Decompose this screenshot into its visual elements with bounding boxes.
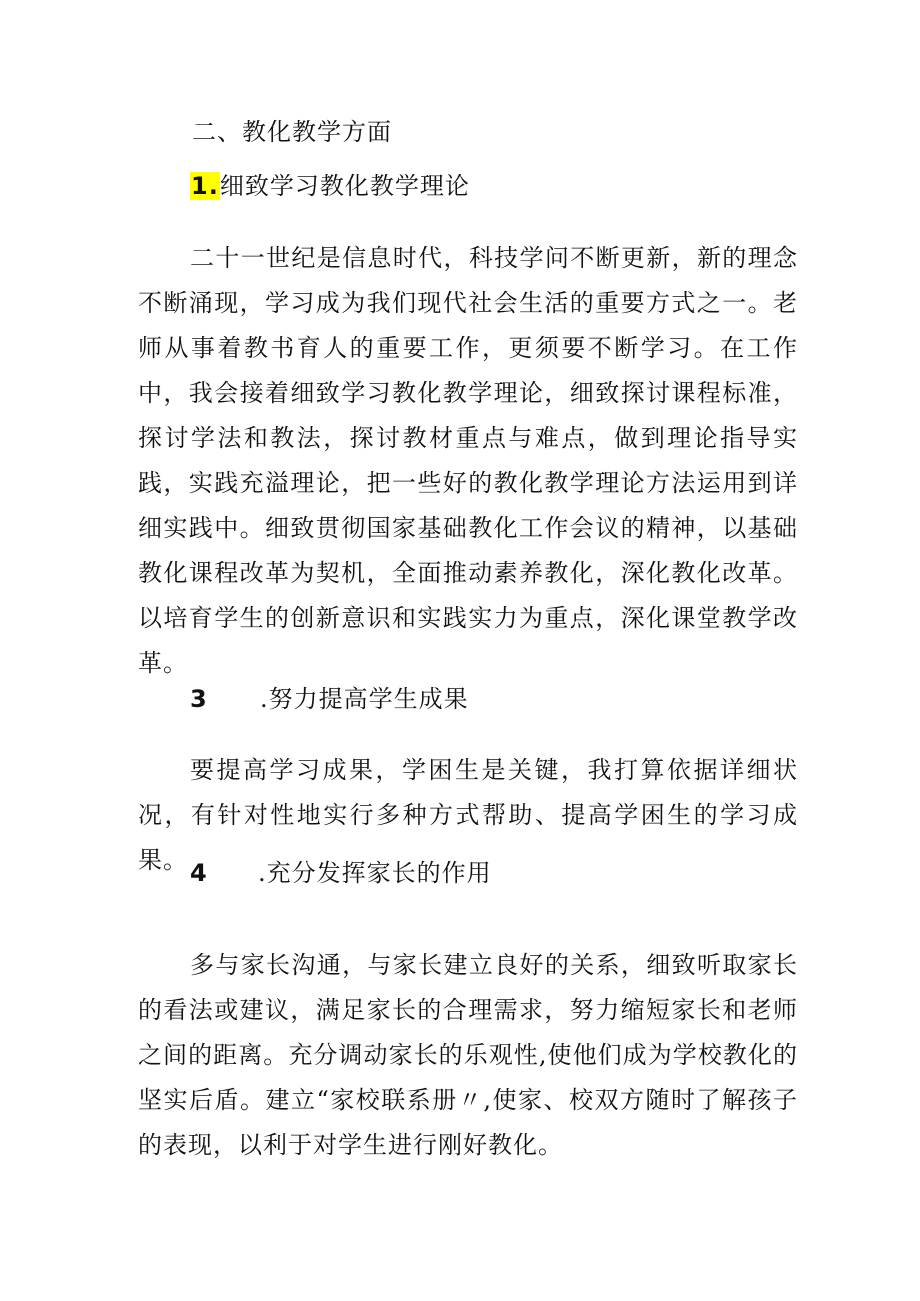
paragraph-2: 要提高学习成果，学困生是关键，我打算依据详细状况，有针对性地实行多种方式帮助、提高学困生的学习成果。 xyxy=(138,756,798,874)
item-4-heading: .充分发挥家长的作用 xyxy=(258,859,492,887)
item-3-number: 3 xyxy=(190,685,207,713)
item-1-heading-row xyxy=(190,171,470,201)
item-3-heading: .努力提高学生成果 xyxy=(260,685,469,713)
paragraph-1: 二十一世纪是信息时代，科技学问不断更新，新的理念不断涌现，学习成为我们现代社会生活的重要方式之一。老师从事着教书育人的重要工作，更须要不断学习。在工作中，我会接着细致学习教化教学理论，细致探讨课程标准，探讨学法和教法，探讨教材重点与难点，做到理论指导实践，实践充溢理论，把一些好的教化教学理论方法运用到详细实践中。细致贯彻国家基础教化工作会议的精神，以基础教化课程改革为契机，全面推动素养教化，深化教化改革。以培育学生的创新意识和实践实力为重点，深化课堂教学改革。 xyxy=(138,244,798,677)
section-title: 二、教化教学方面 xyxy=(192,118,392,146)
item-1-number: 1. xyxy=(191,172,219,200)
paragraph-3: 多与家长沟通，与家长建立良好的关系，细致听取家长的看法或建议，满足家长的合理需求，努力缩短家长和老师之间的距离。充分调动家长的乐观性,使他们成为学校教化的坚实后盾。建立“家校联系册〃,使家、校双方随时了解孩子的表现，以利于对学生进行刚好教化。 xyxy=(138,951,798,1159)
item-4-number: 4 xyxy=(190,859,207,887)
item-1-heading: 细致学习教化教学理论 xyxy=(219,172,470,200)
